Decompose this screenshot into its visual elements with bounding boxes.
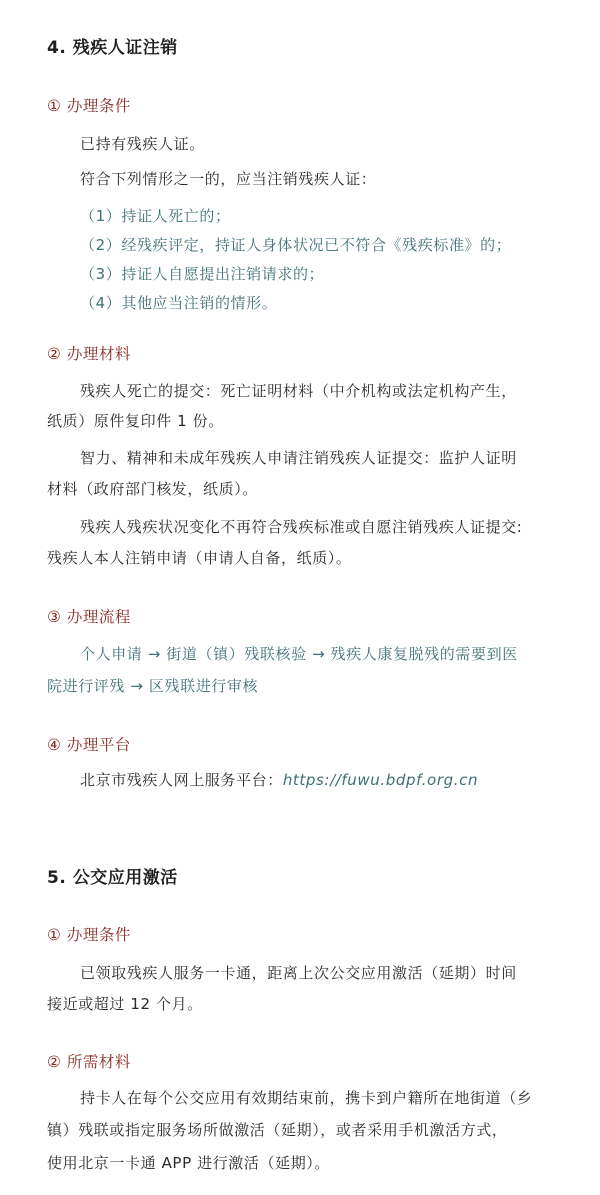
s4-condition-item: （3）持证人自愿提出注销请求的；: [80, 265, 325, 283]
s4-materials-para-a-line-2: 纸质）原件复印件 1 份。: [47, 412, 224, 430]
s4-condition-item: （2）经残疾评定，持证人身体状况已不符合《残疾标准》的；: [80, 236, 512, 254]
platform-url-link[interactable]: https://fuwu.bdpf.org.cn: [282, 771, 479, 789]
s5-materials-line-3: 使用北京一卡通 APP 进行激活（延期）。: [47, 1154, 330, 1172]
s4-conditions-text-1: 已持有残疾人证。: [80, 135, 205, 153]
s5-conditions-heading: ① 办理条件: [47, 926, 131, 944]
s4-conditions-text-2: 符合下列情形之一的，应当注销残疾人证：: [80, 170, 377, 188]
s4-process-line-2: 院进行评残 → 区残联进行审核: [47, 677, 259, 695]
s4-process-line-1: 个人申请 → 街道（镇）残联核验 → 残疾人康复脱残的需要到医: [80, 645, 518, 663]
s4-materials-para-c-line-2: 残疾人本人注销申请（申请人自备，纸质）。: [47, 549, 352, 567]
s4-platform-line: [80, 769, 478, 790]
s5-conditions-line-1: 已领取残疾人服务一卡通，距离上次公交应用激活（延期）时间: [80, 964, 517, 982]
s5-conditions-line-2: 接近或超过 12 个月。: [47, 995, 203, 1013]
section-5-title: 5. 公交应用激活: [47, 868, 178, 888]
s5-materials-line-2: 镇）残联或指定服务场所做激活（延期），或者采用手机激活方式，: [47, 1121, 508, 1139]
s5-materials-line-1: 持卡人在每个公交应用有效期结束前，携卡到户籍所在地街道（乡: [80, 1089, 533, 1107]
s4-platform-label: 北京市残疾人网上服务平台：: [80, 771, 283, 789]
s4-condition-item: （4）其他应当注销的情形。: [80, 294, 278, 312]
section-4-title: 4. 残疾人证注销: [47, 38, 178, 58]
s4-process-heading: ③ 办理流程: [47, 608, 131, 626]
s4-materials-para-c-line-1: 残疾人残疾状况变化不再符合残疾标准或自愿注销残疾人证提交:: [80, 518, 523, 536]
s5-materials-heading: ② 所需材料: [47, 1053, 131, 1071]
s4-materials-para-b-line-1: 智力、精神和未成年残疾人申请注销残疾人证提交：监护人证明: [80, 449, 517, 467]
s4-materials-para-b-line-2: 材料（政府部门核发，纸质）。: [47, 480, 258, 498]
s4-condition-item: （1）持证人死亡的；: [80, 207, 231, 225]
s4-platform-heading: ④ 办理平台: [47, 736, 131, 754]
s4-materials-para-a-line-1: 残疾人死亡的提交：死亡证明材料（中介机构或法定机构产生，: [80, 382, 517, 400]
s4-materials-heading: ② 办理材料: [47, 345, 131, 363]
s4-conditions-heading: ① 办理条件: [47, 97, 131, 115]
